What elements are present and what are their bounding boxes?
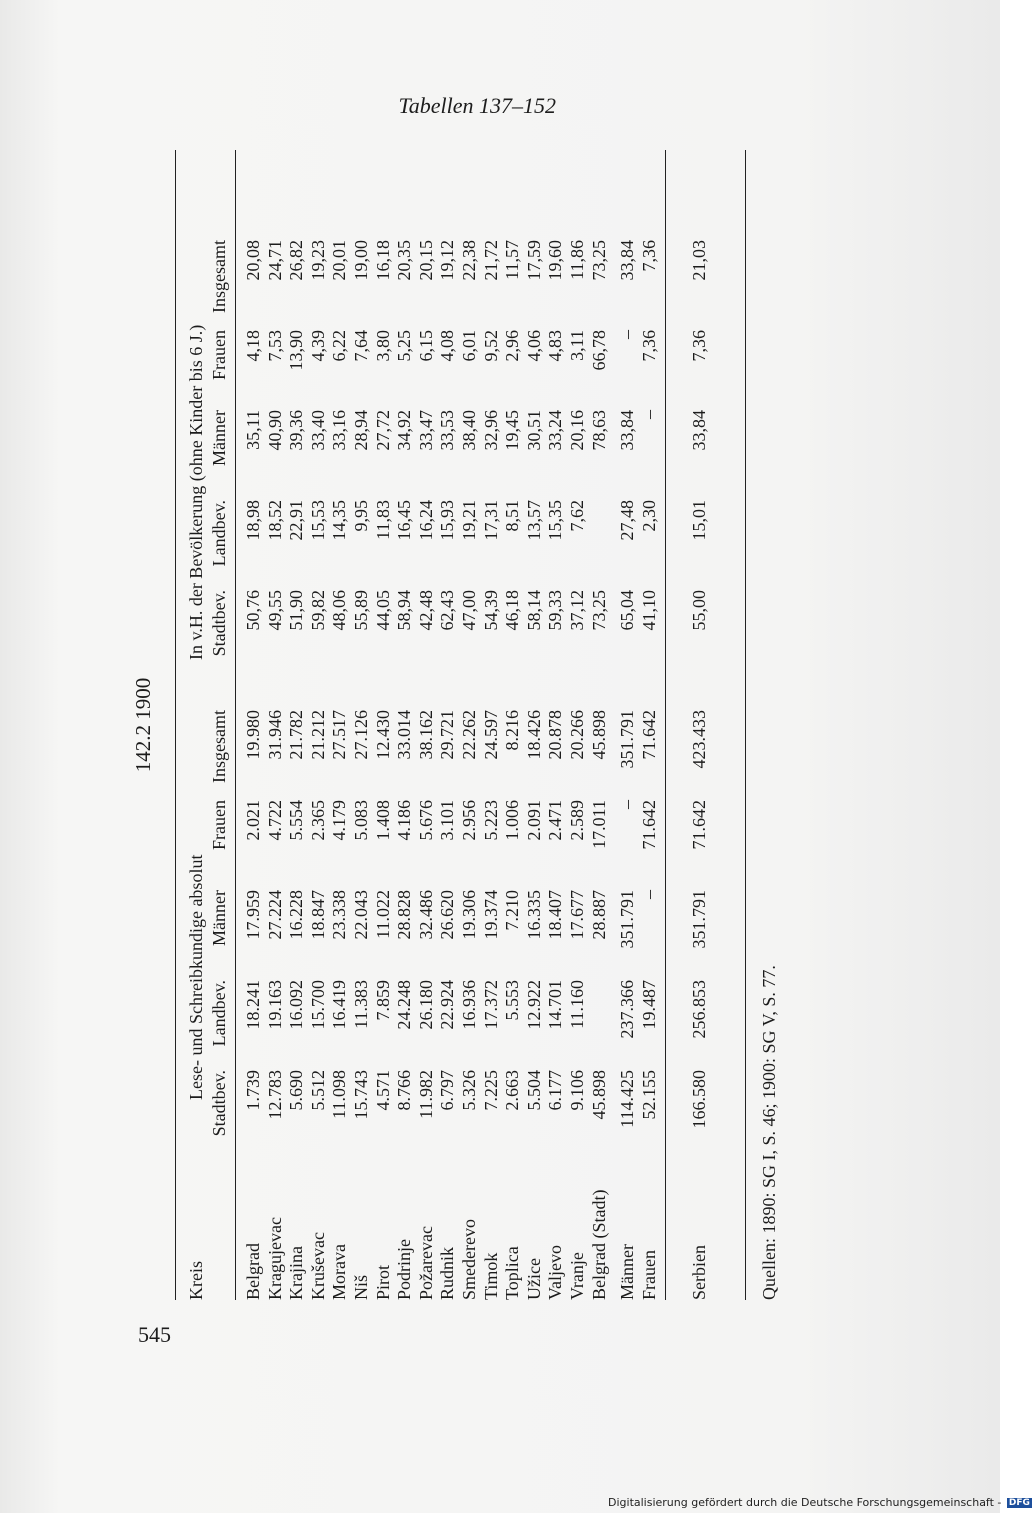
table-cell: 20,35 — [394, 240, 415, 281]
table-cell: 19.163 — [264, 980, 285, 1030]
col-header: Landbev. — [209, 980, 229, 1047]
table-cell: 11,83 — [372, 500, 393, 540]
table-cell: 45.898 — [588, 710, 609, 760]
table-cell: 24,71 — [264, 240, 285, 281]
table-cell: 4,08 — [437, 330, 458, 362]
table-cell: 34,92 — [394, 410, 415, 451]
table-cell: 58,94 — [394, 590, 415, 631]
table-cell: 5.553 — [502, 980, 523, 1021]
table-cell: 66,78 — [588, 330, 609, 371]
table-cell: 78,63 — [588, 410, 609, 451]
table-cell: 9.106 — [567, 1070, 587, 1111]
table-cell: 17.677 — [567, 890, 587, 940]
table-row — [284, 150, 308, 1300]
table-cell: 16,45 — [394, 500, 415, 541]
table-cell: 45.898 — [588, 1070, 609, 1120]
table-cell: 73,25 — [588, 590, 609, 631]
table-cell: 33,53 — [437, 410, 458, 451]
table-cell: 3.101 — [437, 800, 458, 841]
table-row — [241, 150, 265, 1300]
row-label: Smederevo — [459, 1219, 479, 1300]
table-cell: 15,93 — [437, 500, 458, 541]
table-cell: 16.936 — [459, 980, 479, 1030]
table-cell: – — [639, 410, 659, 419]
table-cell: 16,24 — [415, 500, 436, 541]
table-cell: 20.266 — [567, 710, 587, 760]
row-label: Frauen — [639, 1250, 659, 1300]
table-cell: 20.878 — [545, 710, 566, 760]
table-cell: 2.589 — [567, 800, 587, 841]
table-cell: 28.828 — [394, 890, 415, 940]
table-cell: 6.177 — [545, 1070, 566, 1111]
table-cell: 12.922 — [523, 980, 544, 1030]
table-cell: 15,01 — [689, 500, 709, 541]
table-cell: 3,80 — [372, 330, 393, 362]
table-cell: 423.433 — [689, 710, 709, 769]
table-cell: 28,94 — [351, 410, 371, 451]
table-cell: 8,51 — [502, 500, 523, 532]
table-cell: – — [639, 890, 659, 899]
table-cell: 4.571 — [372, 1070, 393, 1111]
table-cell: 40,90 — [264, 410, 285, 451]
table-cell: 55,00 — [689, 590, 709, 631]
table-cell: 41,10 — [639, 590, 659, 631]
table-cell: 7.859 — [372, 980, 393, 1021]
table-cell: 2.663 — [502, 1070, 523, 1111]
table-cell: 33.014 — [394, 710, 415, 760]
table-cell: 9,95 — [351, 500, 371, 532]
table-cell: 11,86 — [567, 240, 587, 280]
table-cell: 11.160 — [567, 980, 587, 1029]
table-cell: 21.212 — [307, 710, 328, 760]
table-cell: 351.791 — [689, 890, 709, 949]
table-cell: 18,52 — [264, 500, 285, 541]
table-cell: 19,12 — [437, 240, 458, 281]
table-cell: 24.248 — [394, 980, 415, 1030]
table-cell: 14,35 — [329, 500, 350, 541]
total-row — [687, 150, 711, 1300]
row-label: Pirot — [372, 1264, 393, 1300]
table-cell: 8.766 — [394, 1070, 415, 1111]
table-cell: 26.620 — [437, 890, 458, 940]
table-cell: 7.210 — [502, 890, 523, 931]
table-row — [306, 150, 330, 1300]
table-cell: 65,04 — [617, 590, 637, 631]
sources-note: Quellen: 1890: SG I, S. 46; 1900: SG V, S. 77. — [759, 965, 779, 1300]
table-cell: 12.430 — [372, 710, 393, 760]
row-label: Morava — [329, 1244, 350, 1300]
row-label: Požarevac — [415, 1226, 436, 1300]
table-cell: 5.554 — [286, 800, 307, 841]
table-cell: 3,11 — [567, 330, 587, 361]
table-cell: 24.597 — [480, 710, 501, 760]
table-cell: 52.155 — [639, 1070, 659, 1120]
summary-row — [615, 150, 639, 1300]
table-cell: 27.517 — [329, 710, 350, 760]
table-cell: 7,36 — [639, 240, 659, 272]
table-cell: 237.366 — [617, 980, 637, 1039]
table-cell: 2.021 — [243, 800, 263, 841]
table-cell: 1.408 — [372, 800, 393, 841]
summary-row — [637, 150, 661, 1300]
table-cell: 8.216 — [502, 710, 523, 751]
table-cell: 351.791 — [617, 890, 637, 949]
table-row — [392, 150, 416, 1300]
table-row — [543, 150, 567, 1300]
table-cell: 15.743 — [351, 1070, 371, 1120]
table-cell: – — [617, 330, 637, 339]
table-cell: 5.676 — [415, 800, 436, 841]
table-cell: 28.887 — [588, 890, 609, 940]
table-cell: 17,31 — [480, 500, 501, 541]
row-label: Männer — [617, 1244, 637, 1300]
table-cell: 46,18 — [502, 590, 523, 631]
table-cell: 15,35 — [545, 500, 566, 541]
table-cell: 37,12 — [567, 590, 587, 631]
col-kreis-header: Kreis — [186, 1261, 206, 1300]
rule-bottom — [745, 150, 746, 1300]
table-cell: 33,16 — [329, 410, 350, 451]
table-cell: 32.486 — [415, 890, 436, 940]
table-cell: 5.326 — [459, 1070, 479, 1111]
table-cell: 47,00 — [459, 590, 479, 631]
footer-credit — [608, 1496, 1032, 1509]
table-cell: 5.690 — [286, 1070, 307, 1111]
table-cell: 5,25 — [394, 330, 415, 362]
table-cell: 14.701 — [545, 980, 566, 1030]
table-cell: 44,05 — [372, 590, 393, 631]
table-cell: 16.419 — [329, 980, 350, 1030]
table-cell: 7,36 — [639, 330, 659, 362]
table-cell: 13,57 — [523, 500, 544, 541]
row-label: Belgrad — [243, 1243, 263, 1300]
table-cell: 4,83 — [545, 330, 566, 362]
table-cell: 38.162 — [415, 710, 436, 760]
rule-header — [235, 150, 236, 1300]
table-cell: 20,16 — [567, 410, 587, 451]
rotated-table — [125, 150, 825, 1300]
table-cell: 11.022 — [372, 890, 393, 939]
table-cell: 256.853 — [689, 980, 709, 1039]
table-cell: 2.365 — [307, 800, 328, 841]
table-cell: 27.224 — [264, 890, 285, 940]
table-cell: 50,76 — [243, 590, 263, 631]
table-cell: 18.241 — [243, 980, 263, 1030]
table-cell: 16.335 — [523, 890, 544, 940]
table-row — [522, 150, 546, 1300]
table-row — [457, 150, 481, 1300]
table-cell: 33,84 — [617, 410, 637, 451]
table-cell: 17,59 — [523, 240, 544, 281]
table-cell: 71.642 — [639, 710, 659, 760]
table-cell: 22.043 — [351, 890, 371, 940]
table-cell: 11,57 — [502, 240, 523, 280]
table-cell: 21,72 — [480, 240, 501, 281]
table-cell: 22,38 — [459, 240, 479, 281]
table-cell: 17.372 — [480, 980, 501, 1030]
table-cell: 1.739 — [243, 1070, 263, 1111]
table-cell: 35,11 — [243, 410, 263, 450]
table-row — [327, 150, 351, 1300]
table-cell: 18,98 — [243, 500, 263, 541]
table-cell: 18.847 — [307, 890, 328, 940]
col-header: Landbev. — [209, 500, 229, 567]
table-cell: 4.722 — [264, 800, 285, 841]
table-cell: 2.956 — [459, 800, 479, 841]
table-cell: 2,30 — [639, 500, 659, 532]
table-cell: 59,82 — [307, 590, 328, 631]
table-row — [500, 150, 524, 1300]
table-cell: 166.580 — [689, 1070, 709, 1129]
percent-group-header: In v.H. der Bevölkerung (ohne Kinder bis 6 J.) — [186, 324, 206, 660]
table-row — [414, 150, 438, 1300]
row-label: Toplica — [502, 1246, 523, 1300]
row-label: Niš — [351, 1274, 371, 1300]
row-label: Kragujevac — [264, 1217, 285, 1300]
col-header: Männer — [209, 410, 229, 466]
table-row — [587, 150, 611, 1300]
table-cell: 18.426 — [523, 710, 544, 760]
table-title: 142.2 1900 — [131, 677, 155, 773]
table-cell: 2.091 — [523, 800, 544, 841]
table-cell: 16.092 — [286, 980, 307, 1030]
table-cell: 21.782 — [286, 710, 307, 760]
row-label: Vranje — [567, 1252, 587, 1300]
col-header: Insgesamt — [209, 710, 229, 783]
table-cell: 49,55 — [264, 590, 285, 631]
table-cell: 6.797 — [437, 1070, 458, 1111]
table-cell: 19.980 — [243, 710, 263, 760]
table-cell: 71.642 — [689, 800, 709, 850]
table-cell: 351.791 — [617, 710, 637, 769]
table-row — [371, 150, 395, 1300]
table-cell: 30,51 — [523, 410, 544, 451]
table-cell: 23.338 — [329, 890, 350, 940]
table-cell: 19,21 — [459, 500, 479, 541]
row-label: Kruševac — [307, 1232, 328, 1300]
table-cell: 19,45 — [502, 410, 523, 451]
table-cell: 5.512 — [307, 1070, 328, 1111]
table-cell: 31.946 — [264, 710, 285, 760]
table-cell: 38,40 — [459, 410, 479, 451]
col-header: Stadtbev. — [209, 1070, 229, 1137]
table-cell: 9,52 — [480, 330, 501, 362]
table-cell: 16.228 — [286, 890, 307, 940]
table-cell: 55,89 — [351, 590, 371, 631]
table-cell: 7,64 — [351, 330, 371, 362]
table-cell: 15,53 — [307, 500, 328, 541]
table-row — [479, 150, 503, 1300]
row-label: Belgrad (Stadt) — [588, 1189, 609, 1300]
table-cell: 20,15 — [415, 240, 436, 281]
table-cell: 6,15 — [415, 330, 436, 362]
table-cell: 19.487 — [639, 980, 659, 1030]
table-cell: 20,01 — [329, 240, 350, 281]
table-cell: 33,24 — [545, 410, 566, 451]
table-cell: 114.425 — [617, 1070, 637, 1128]
col-header: Männer — [209, 890, 229, 946]
table-cell: 22,91 — [286, 500, 307, 541]
table-cell: 7.225 — [480, 1070, 501, 1111]
table-cell: 7,62 — [567, 500, 587, 532]
table-cell: 19,60 — [545, 240, 566, 281]
col-header: Insgesamt — [209, 240, 229, 313]
col-header: Stadtbev. — [209, 590, 229, 657]
table-cell: 2.471 — [545, 800, 566, 841]
rule-top — [175, 150, 176, 1300]
table-cell: 6,22 — [329, 330, 350, 362]
table-cell: 19.306 — [459, 890, 479, 940]
table-cell: 29.721 — [437, 710, 458, 760]
table-cell: 27.126 — [351, 710, 371, 760]
table-cell: 4.179 — [329, 800, 350, 841]
table-cell: 73,25 — [588, 240, 609, 281]
table-cell: 27,48 — [617, 500, 637, 541]
table-row — [565, 150, 589, 1300]
row-label: Rudnik — [437, 1246, 458, 1300]
table-cell: 26.180 — [415, 980, 436, 1030]
table-cell: 4,18 — [243, 330, 263, 362]
row-label: Serbien — [689, 1245, 709, 1300]
table-cell: 13,90 — [286, 330, 307, 371]
table-cell: – — [617, 800, 637, 809]
table-cell: 2,96 — [502, 330, 523, 362]
table-cell: 11.383 — [351, 980, 371, 1029]
table-cell: 7,53 — [264, 330, 285, 362]
table-cell: 6,01 — [459, 330, 479, 362]
table-cell: 19,00 — [351, 240, 371, 281]
table-cell: 7,36 — [689, 330, 709, 362]
table-cell: 32,96 — [480, 410, 501, 451]
table-cell: 48,06 — [329, 590, 350, 631]
table-row — [349, 150, 373, 1300]
table-cell: 5.504 — [523, 1070, 544, 1111]
table-cell: 4,06 — [523, 330, 544, 362]
table-cell: 1.006 — [502, 800, 523, 841]
row-label: Krajina — [286, 1246, 307, 1300]
table-cell: 18.407 — [545, 890, 566, 940]
table-cell: 27,72 — [372, 410, 393, 451]
col-header: Frauen — [209, 330, 229, 380]
table-cell: 26,82 — [286, 240, 307, 281]
page-number: 545 — [138, 1322, 171, 1347]
table-cell: 16,18 — [372, 240, 393, 281]
table-cell: 17.959 — [243, 890, 263, 940]
running-head: Tabellen 137–152 — [398, 93, 556, 118]
row-label: Timok — [480, 1252, 501, 1300]
table-cell: 33,47 — [415, 410, 436, 451]
table-cell: 33,40 — [307, 410, 328, 451]
table-cell: 59,33 — [545, 590, 566, 631]
table-cell: 33,84 — [689, 410, 709, 451]
table-cell: 4.186 — [394, 800, 415, 841]
rule-before-total — [665, 150, 666, 1300]
table-cell: 19.374 — [480, 890, 501, 940]
table-cell: 20,08 — [243, 240, 263, 281]
table-cell: 19,23 — [307, 240, 328, 281]
table-cell: 11.982 — [415, 1070, 436, 1119]
table-cell: 12.783 — [264, 1070, 285, 1120]
col-header: Frauen — [209, 800, 229, 850]
table-row — [263, 150, 287, 1300]
row-label: Valjevo — [545, 1245, 566, 1300]
row-label: Užice — [523, 1258, 544, 1300]
table-row — [435, 150, 459, 1300]
table-cell: 22.924 — [437, 980, 458, 1030]
table-cell: 54,39 — [480, 590, 501, 631]
table-cell: 22.262 — [459, 710, 479, 760]
table-cell: 39,36 — [286, 410, 307, 451]
table-cell: 5.223 — [480, 800, 501, 841]
table-cell: 11.098 — [329, 1070, 350, 1119]
absolute-group-header: Lese- und Schreibkundige absolut — [186, 854, 206, 1100]
table-cell: 58,14 — [523, 590, 544, 631]
table-cell: 15.700 — [307, 980, 328, 1030]
table-cell: 71.642 — [639, 800, 659, 850]
row-label: Podrinje — [394, 1239, 415, 1300]
table-cell: 62,43 — [437, 590, 458, 631]
footer-credit-text: Digitalisierung gefördert durch die Deutsche Forschungsgemeinschaft - — [608, 1496, 1002, 1509]
table-cell: 51,90 — [286, 590, 307, 631]
table-cell: 17.011 — [588, 800, 609, 849]
table-cell: 21,03 — [689, 240, 709, 281]
table-cell: 5.083 — [351, 800, 371, 841]
table-cell: 42,48 — [415, 590, 436, 631]
table-cell: 33,84 — [617, 240, 637, 281]
dfg-logo: DFG — [1008, 1498, 1030, 1508]
table-cell: 4,39 — [307, 330, 328, 362]
